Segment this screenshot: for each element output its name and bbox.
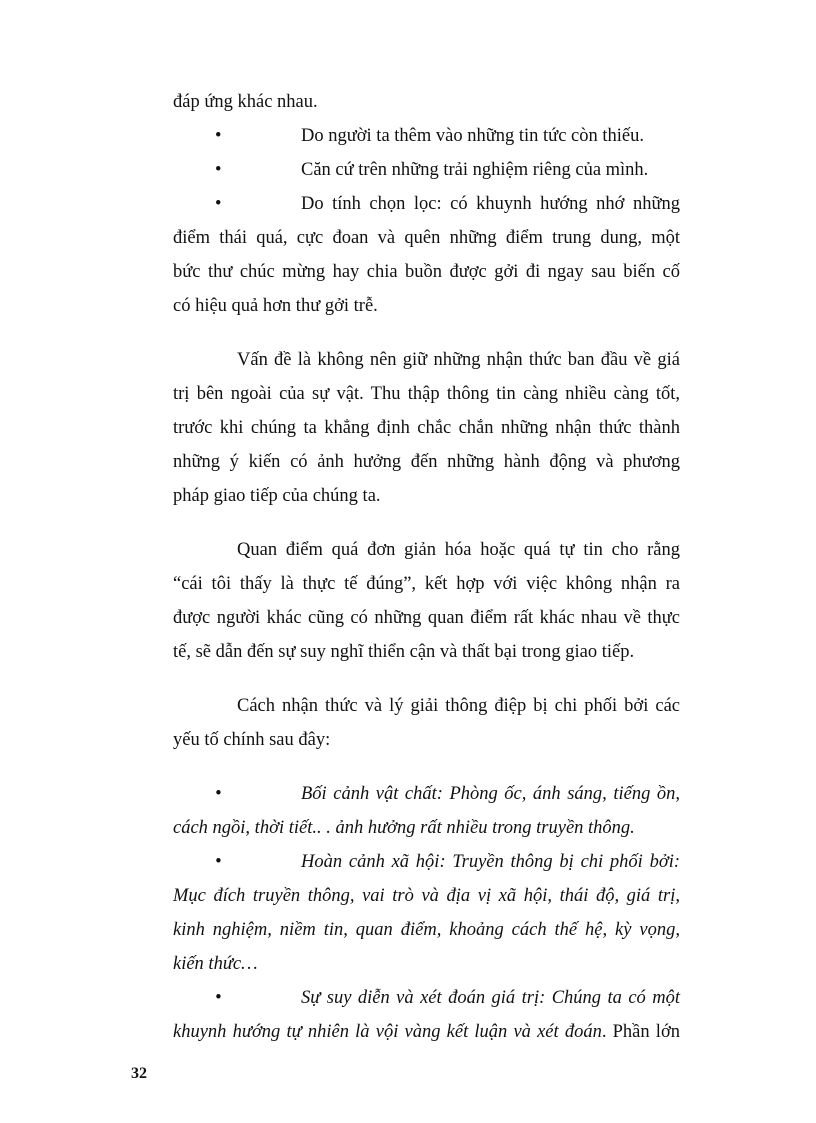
paragraph-line: pháp giao tiếp của chúng ta. bbox=[173, 486, 381, 506]
list-item-line: Do người ta thêm vào những tin tức còn thiếu. bbox=[301, 126, 644, 146]
bullet-list-2 bbox=[173, 777, 680, 1049]
bullet-icon: • bbox=[215, 194, 222, 214]
bullet-icon: • bbox=[215, 988, 222, 1008]
bullet-icon: • bbox=[215, 784, 222, 804]
list-item-line-tail: . Phần lớn bbox=[601, 1022, 680, 1042]
paragraph bbox=[173, 689, 680, 757]
list-item-line: Do tính chọn lọc: có khuynh hướng nhớ những bbox=[301, 194, 680, 214]
list-item-line: kiến thức… bbox=[173, 954, 258, 974]
list-item-line: bức thư chúc mừng hay chia buồn được gởi đi ngay sau biến cố bbox=[173, 262, 680, 282]
page-number: 32 bbox=[131, 1065, 147, 1082]
list-item-line: điểm thái quá, cực đoan và quên những điểm trung dung, một bbox=[173, 228, 680, 248]
paragraph-line: tế, sẽ dẫn đến sự suy nghĩ thiển cận và thất bại trong giao tiếp. bbox=[173, 642, 635, 662]
paragraph-line: trước khi chúng ta khẳng định chắc chắn những nhận thức thành bbox=[173, 418, 680, 438]
paragraph-line: những ý kiến có ảnh hưởng đến những hành động và phương bbox=[173, 452, 680, 472]
list-item bbox=[173, 845, 680, 981]
list-item-line: có hiệu quả hơn thư gởi trễ. bbox=[173, 296, 378, 316]
bullet-icon: • bbox=[215, 126, 222, 146]
intro-line: đáp ứng khác nhau. bbox=[173, 92, 318, 112]
list-item bbox=[173, 119, 680, 153]
bullet-icon: • bbox=[215, 852, 222, 872]
paragraph-line: “cái tôi thấy là thực tế đúng”, kết hợp với việc không nhận ra bbox=[173, 574, 680, 594]
page-body bbox=[173, 85, 680, 1049]
paragraph-line: yếu tố chính sau đây: bbox=[173, 730, 331, 750]
paragraph-line: trị bên ngoài của sự vật. Thu thập thông tin càng nhiều càng tốt, bbox=[173, 384, 680, 404]
list-item bbox=[173, 981, 680, 1049]
list-item-line-italic: khuynh hướng tự nhiên là vội vàng kết luận và xét đoán bbox=[173, 1022, 602, 1042]
list-item-line bbox=[173, 1015, 680, 1049]
list-item-line: Căn cứ trên những trải nghiệm riêng của mình. bbox=[301, 160, 649, 180]
paragraph-line: Quan điểm quá đơn giản hóa hoặc quá tự tin cho rằng bbox=[237, 540, 680, 560]
bullet-icon: • bbox=[215, 160, 222, 180]
bullet-list-1 bbox=[173, 119, 680, 323]
list-item-line: cách ngồi, thời tiết.. . ảnh hưởng rất nhiều trong truyền thông. bbox=[173, 818, 635, 838]
list-item-line: Hoàn cảnh xã hội: Truyền thông bị chi phối bởi: bbox=[301, 852, 680, 872]
paragraph-line: Vấn đề là không nên giữ những nhận thức ban đầu về giá bbox=[237, 350, 680, 370]
paragraph-line: Cách nhận thức và lý giải thông điệp bị chi phối bởi các bbox=[237, 696, 680, 716]
paragraph-line: được người khác cũng có những quan điểm rất khác nhau về thực bbox=[173, 608, 680, 628]
list-item bbox=[173, 153, 680, 187]
list-item-line: Mục đích truyền thông, vai trò và địa vị xã hội, thái độ, giá trị, bbox=[173, 886, 680, 906]
list-item-line: kinh nghiệm, niềm tin, quan điểm, khoảng cách thế hệ, kỳ vọng, bbox=[173, 920, 680, 940]
list-item bbox=[173, 777, 680, 845]
paragraph bbox=[173, 343, 680, 513]
list-item-line: Sự suy diễn và xét đoán giá trị: Chúng ta có một bbox=[301, 988, 680, 1008]
list-item-line: Bối cảnh vật chất: Phòng ốc, ánh sáng, tiếng ồn, bbox=[301, 784, 680, 804]
list-item bbox=[173, 187, 680, 323]
paragraph bbox=[173, 533, 680, 669]
